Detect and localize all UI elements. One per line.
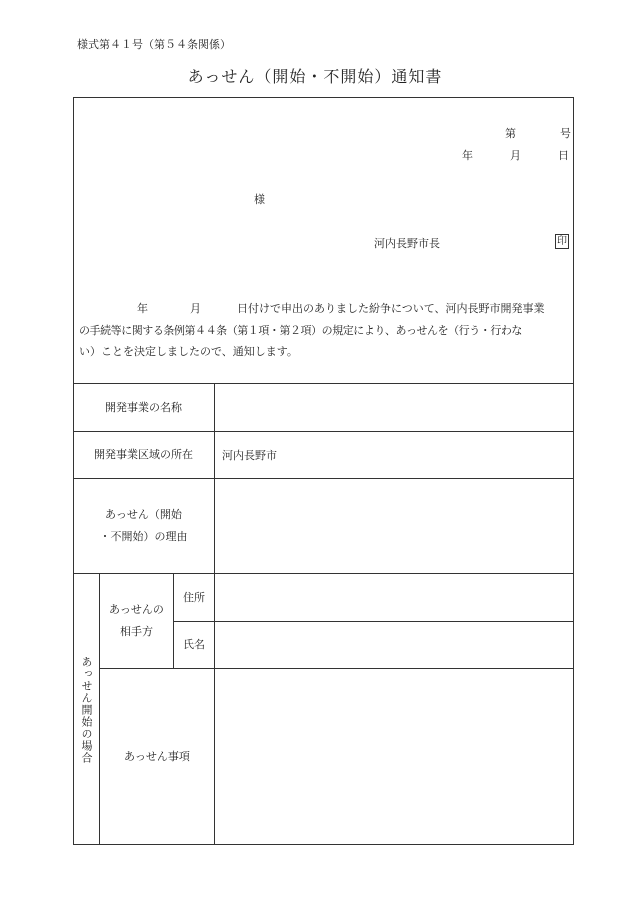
party-label-line-1: あっせんの	[109, 603, 164, 616]
party-label	[100, 574, 173, 668]
addressee-suffix: 様	[254, 193, 265, 206]
divider-label-column	[214, 383, 215, 845]
body-line-1-rest: 日付けで申出のありました紛争について、河内長野市開発事業	[237, 302, 545, 315]
number-label-go: 号	[560, 127, 571, 140]
notice-line-3: い）ことを決定しましたので、通知します。	[79, 345, 298, 358]
number-label-dai: 第	[505, 127, 516, 140]
sender-name: 河内長野市長	[374, 237, 440, 250]
section-label: あっせん開始の場合	[80, 655, 93, 764]
name-label: 氏名	[183, 638, 205, 651]
notice-body	[79, 298, 571, 363]
reason-label-line-2: ・不開始）の理由	[99, 530, 188, 543]
body-year-label: 年	[137, 302, 148, 315]
date-day-label: 日	[558, 149, 569, 162]
reason-label	[73, 479, 214, 573]
project-area-label: 開発事業区域の所在	[94, 448, 193, 461]
project-area-value: 河内長野市	[222, 449, 277, 462]
matters-label: あっせん事項	[124, 750, 190, 763]
date-month-label: 月	[510, 149, 521, 162]
project-name-label: 開発事業の名称	[105, 400, 182, 414]
seal-mark: 印	[557, 236, 567, 247]
notice-line-2: の手続等に関する条例第４４条（第１項・第２項）の規定により、あっせんを（行う・行わな	[79, 323, 522, 337]
body-month-label: 月	[190, 302, 201, 315]
address-label: 住所	[183, 590, 205, 604]
party-label-line-2: 相手方	[120, 625, 153, 638]
date-year-label: 年	[462, 149, 473, 162]
reason-label-line-1: あっせん（開始	[105, 508, 182, 521]
form-number: 様式第４１号（第５４条関係）	[77, 38, 231, 51]
notice-line-1	[79, 298, 571, 320]
divider-address	[173, 621, 574, 622]
document-title: あっせん（開始・不開始）通知書	[187, 67, 443, 86]
section-label-cell	[73, 574, 99, 845]
